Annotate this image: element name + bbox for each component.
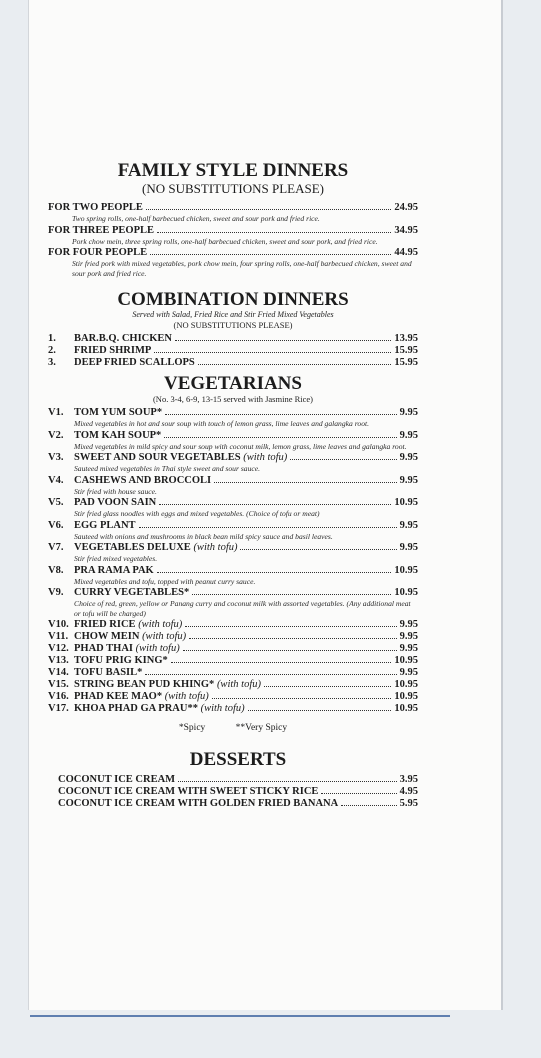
item-price: 9.95 xyxy=(399,542,418,553)
item-number: 2. xyxy=(48,345,56,356)
section-title: VEGETARIANS xyxy=(164,373,302,394)
item-name: BAR.B.Q. CHICKEN xyxy=(74,333,173,344)
item-description: Sauteed mixed vegetables in Thai style sweet and sour sauce. xyxy=(74,464,261,473)
item-name-wrap xyxy=(74,452,287,464)
dot-leader xyxy=(189,638,397,639)
item-name: FRIED SHRIMP xyxy=(74,345,152,356)
section-title: FAMILY STYLE DINNERS xyxy=(117,160,349,181)
section-family-style xyxy=(48,160,418,278)
item-name: PAD VOON SAIN xyxy=(74,497,157,508)
item-name: DEEP FRIED SCALLOPS xyxy=(74,357,195,368)
item-price: 9.95 xyxy=(399,619,418,630)
item-price: 9.95 xyxy=(399,474,418,486)
item-price: 10.95 xyxy=(394,587,418,598)
menu-item xyxy=(48,247,418,259)
menu-item xyxy=(48,565,418,577)
item-description: Mixed vegetables and tofu, topped with peanut curry sauce. xyxy=(74,576,256,586)
section-title: DESSERTS xyxy=(189,749,287,770)
item-name: COCONUT ICE CREAM WITH SWEET STICKY RICE xyxy=(58,786,319,797)
item-number: V6. xyxy=(48,519,64,531)
menu-item xyxy=(48,643,418,655)
item-name: VEGETABLES DELUXE xyxy=(74,542,191,553)
menu-item xyxy=(48,703,418,715)
item-name-wrap xyxy=(74,430,161,442)
item-name: FOR TWO PEOPLE xyxy=(48,202,143,213)
item-price: 4.95 xyxy=(399,786,418,797)
item-name: PHAD THAI xyxy=(74,643,134,654)
dot-leader xyxy=(290,459,396,460)
item-name: CURRY VEGETABLES* xyxy=(74,587,190,598)
item-number: 3. xyxy=(48,357,56,368)
item-price: 9.95 xyxy=(399,643,418,654)
item-tag: (with tofu) xyxy=(193,542,238,553)
menu-item xyxy=(48,587,418,599)
section-desserts xyxy=(48,749,418,810)
section-note: (No. 3-4, 6-9, 13-15 served with Jasmine Rice) xyxy=(152,394,314,404)
item-tag: (with tofu) xyxy=(135,643,180,654)
menu-item xyxy=(48,631,418,643)
section-subtitle: (NO SUBSTITUTIONS PLEASE) xyxy=(142,181,324,196)
dot-leader xyxy=(178,781,397,782)
dot-leader xyxy=(146,209,391,210)
menu-item xyxy=(48,619,418,631)
item-price: 24.95 xyxy=(394,202,418,213)
menu-item xyxy=(48,667,418,679)
dot-leader xyxy=(214,482,397,483)
menu-item xyxy=(58,798,418,810)
vegetarian-item-list xyxy=(48,407,418,715)
item-name: COCONUT ICE CREAM xyxy=(58,774,176,785)
bottom-rule xyxy=(30,1015,450,1017)
dot-leader xyxy=(171,662,392,663)
item-price: 10.95 xyxy=(394,703,418,714)
item-number: V11. xyxy=(48,631,69,642)
item-price: 10.95 xyxy=(394,564,418,576)
item-description: Stir fried mixed vegetables. xyxy=(74,554,158,563)
item-name: PRA RAMA PAK xyxy=(74,564,154,576)
dot-leader xyxy=(139,527,397,528)
section-note: Served with Salad, Fried Rice and Stir Fried Mixed Vegetables xyxy=(132,310,334,319)
menu-item xyxy=(58,774,418,786)
menu-item xyxy=(48,679,418,691)
menu-item xyxy=(48,475,418,487)
item-name: PHAD KEE MAO* xyxy=(74,691,163,702)
item-description: Stir fried with house sauce. xyxy=(74,486,157,496)
item-price: 13.95 xyxy=(394,333,418,344)
dot-leader xyxy=(157,232,391,233)
item-tag: (with tofu) xyxy=(200,703,245,714)
item-number: V5. xyxy=(48,497,64,508)
item-description: Mixed vegetables in mild spicy and sour soup with coconut milk, lemon grass, lime leaves and galangka root. xyxy=(74,441,407,451)
menu-item xyxy=(48,407,418,419)
dot-leader xyxy=(183,650,397,651)
item-name-wrap xyxy=(74,667,142,679)
item-tag: (with tofu) xyxy=(216,679,261,690)
menu-item xyxy=(48,333,418,345)
item-price: 9.95 xyxy=(399,631,418,642)
item-name-wrap xyxy=(74,587,189,599)
item-price: 9.95 xyxy=(399,429,418,441)
dot-leader xyxy=(192,594,391,595)
item-price: 9.95 xyxy=(399,519,418,531)
item-price: 15.95 xyxy=(394,345,418,356)
section-subtitle: (NO SUBSTITUTIONS PLEASE) xyxy=(173,320,293,330)
item-name: CASHEWS AND BROCCOLI xyxy=(74,474,212,486)
item-name: TOFU BASIL* xyxy=(74,667,143,678)
item-price: 5.95 xyxy=(399,798,418,809)
item-description: Choice of red, green, yellow or Panang curry and coconut milk with assorted vegetables. (Any additional meat or tofu will be charged) xyxy=(74,599,411,618)
dot-leader xyxy=(212,698,392,699)
item-description: Stir fried pork with mixed vegetables, pork chow mein, four spring rolls, one-half barbecued chicken, sweet and sour pork and fried rice. xyxy=(72,259,412,278)
item-price: 10.95 xyxy=(394,679,418,690)
dot-leader xyxy=(248,710,392,711)
item-description: Mixed vegetables in hot and sour soup with touch of lemon grass, lime leaves and galangka root. xyxy=(74,419,369,428)
item-name-wrap xyxy=(74,520,136,532)
dot-leader xyxy=(175,340,391,341)
dot-leader xyxy=(145,674,396,675)
item-name: STRING BEAN PUD KHING* xyxy=(74,679,215,690)
item-name: TOM YUM SOUP* xyxy=(74,407,163,418)
menu-item xyxy=(48,452,418,464)
dot-leader xyxy=(321,793,396,794)
legend-very-spicy: **Very Spicy xyxy=(235,723,288,733)
item-name-wrap xyxy=(74,691,209,703)
item-number: V9. xyxy=(48,587,64,598)
menu-item xyxy=(48,520,418,532)
menu-item xyxy=(48,497,418,509)
dot-leader xyxy=(150,254,391,255)
item-number: V8. xyxy=(48,564,64,576)
item-name-wrap xyxy=(74,631,186,643)
item-price: 9.95 xyxy=(399,452,418,463)
item-tag: (with tofu) xyxy=(142,631,187,642)
item-price: 9.95 xyxy=(399,407,418,418)
item-name-wrap xyxy=(74,655,168,667)
item-name: TOM KAH SOUP* xyxy=(74,429,162,441)
item-number: V1. xyxy=(48,407,64,418)
item-description: Two spring rolls, one-half barbecued chicken, sweet and sour pork and fried rice. xyxy=(72,214,320,223)
item-number: V10. xyxy=(48,619,69,630)
item-price: 3.95 xyxy=(399,774,418,785)
item-name: COCONUT ICE CREAM WITH GOLDEN FRIED BANANA xyxy=(58,798,339,809)
dot-leader xyxy=(154,352,391,353)
legend-spicy: *Spicy xyxy=(178,723,206,733)
item-price: 34.95 xyxy=(394,224,418,236)
item-number: V15. xyxy=(48,679,69,690)
dot-leader xyxy=(240,549,396,550)
item-price: 10.95 xyxy=(394,497,418,508)
dot-leader xyxy=(264,686,391,687)
item-number: V3. xyxy=(48,452,64,463)
menu-item xyxy=(48,345,418,357)
item-tag: (with tofu) xyxy=(138,619,183,630)
item-name-wrap xyxy=(74,407,162,419)
item-tag: (with tofu) xyxy=(243,452,288,463)
item-name: FOR THREE PEOPLE xyxy=(48,224,154,236)
item-name-wrap xyxy=(74,497,156,509)
dot-leader xyxy=(157,572,392,573)
dot-leader xyxy=(185,626,396,627)
item-price: 10.95 xyxy=(394,691,418,702)
item-number: V7. xyxy=(48,542,64,553)
item-name-wrap xyxy=(74,703,245,715)
item-number: V14. xyxy=(48,667,69,678)
menu-item xyxy=(48,542,418,554)
menu-content xyxy=(48,160,418,810)
item-name: FOR FOUR PEOPLE xyxy=(48,247,148,258)
dot-leader xyxy=(341,805,396,806)
menu-item xyxy=(48,430,418,442)
item-name: TOFU PRIG KING* xyxy=(74,655,168,666)
item-price: 15.95 xyxy=(394,357,418,368)
dot-leader xyxy=(164,437,396,438)
item-price: 44.95 xyxy=(394,247,418,258)
section-title: COMBINATION DINNERS xyxy=(117,289,349,310)
item-name-wrap xyxy=(74,475,211,487)
item-name-wrap xyxy=(74,565,154,577)
item-name: EGG PLANT xyxy=(74,519,136,531)
section-vegetarians xyxy=(48,373,418,733)
item-number: V12. xyxy=(48,643,69,654)
dot-leader xyxy=(165,414,397,415)
section-combination xyxy=(48,289,418,369)
menu-item xyxy=(48,225,418,237)
item-number: V4. xyxy=(48,474,64,486)
item-name: FRIED RICE xyxy=(74,619,136,630)
item-description: Sauteed with onions and mushrooms in black bean mild spicy sauce and basil leaves. xyxy=(74,531,333,541)
item-number: V16. xyxy=(48,691,69,702)
item-name: CHOW MEIN xyxy=(74,631,140,642)
menu-item xyxy=(48,202,418,214)
item-description: Stir fried glass noodles with eggs and mixed vegetables. (Choice of tofu or meat) xyxy=(74,509,320,518)
spice-legend xyxy=(48,723,418,733)
item-name-wrap xyxy=(74,619,182,631)
menu-item xyxy=(58,786,418,798)
item-number: V2. xyxy=(48,429,64,441)
menu-item xyxy=(48,357,418,369)
item-name-wrap xyxy=(74,679,261,691)
item-number: V17. xyxy=(48,703,69,714)
dot-leader xyxy=(159,504,391,505)
item-description: Pork chow mein, three spring rolls, one-half barbecued chicken, sweet and sour pork, and fried rice. xyxy=(72,236,378,246)
item-price: 9.95 xyxy=(399,667,418,678)
item-name-wrap xyxy=(74,643,180,655)
item-name: KHOA PHAD GA PRAU** xyxy=(74,703,198,714)
item-name: SWEET AND SOUR VEGETABLES xyxy=(74,452,241,463)
item-name-wrap xyxy=(74,542,237,554)
item-number: V13. xyxy=(48,655,69,666)
item-price: 10.95 xyxy=(394,655,418,666)
menu-item xyxy=(48,655,418,667)
item-tag: (with tofu) xyxy=(164,691,209,702)
menu-item xyxy=(48,691,418,703)
item-number: 1. xyxy=(48,333,56,344)
dot-leader xyxy=(198,364,392,365)
